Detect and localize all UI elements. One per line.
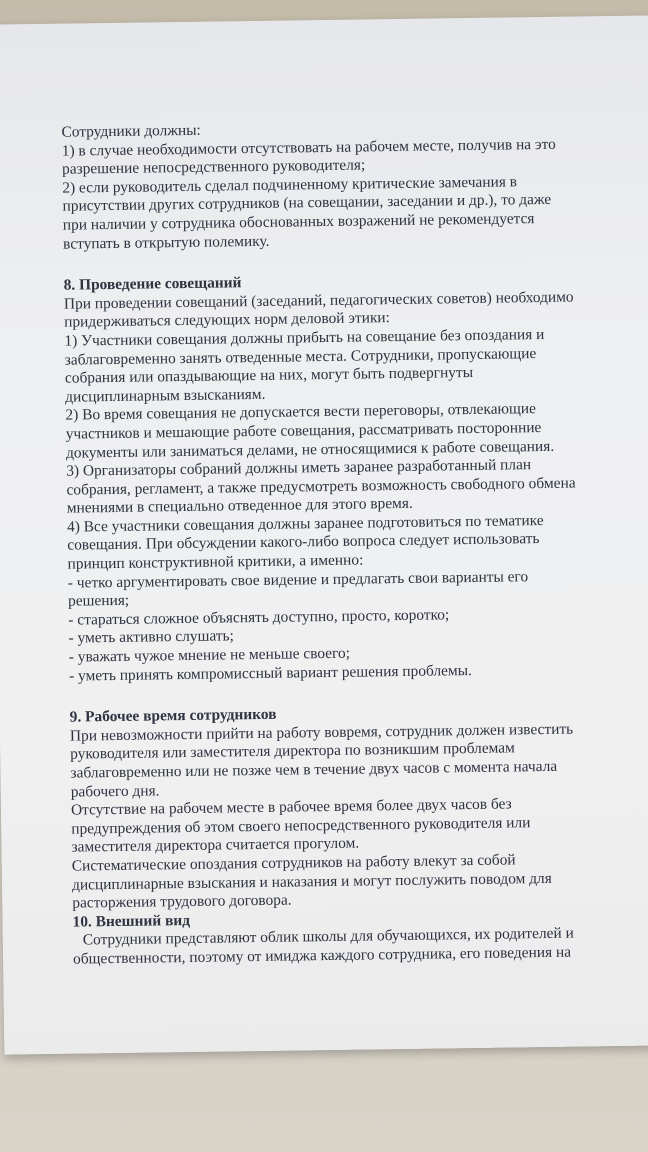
text-line: - уметь принять компромиссный вариант решения проблемы. <box>69 661 472 685</box>
text-line: вступать в открытую полемику. <box>62 232 270 253</box>
text-line: - четко аргументировать свое видение и предлагать свои варианты его <box>67 567 529 592</box>
text-line: собрания или опаздывающие на них, могут быть подвергнуты <box>64 364 474 387</box>
text-line: 3) Организаторы собраний должны иметь заранее разработанный план <box>66 456 532 480</box>
section-10-heading: 10. Внешний вид <box>72 911 191 931</box>
text-line: При проведении совещаний (заседаний, педагогических советов) необходимо <box>63 288 574 313</box>
text-line: 4) Все участники совещания должны заранее подготовиться по тематике <box>66 511 544 536</box>
text-line: разрешение непосредственного руководителя; <box>61 156 366 178</box>
text-line: 2) Во время совещания не допускается вести переговоры, отвлекающие <box>65 400 537 424</box>
text-line: - стараться сложное объяснять доступно, просто, коротко; <box>68 606 450 629</box>
text-line: расторжения трудового договора. <box>72 891 292 912</box>
text-line: заблаговременно занять отведенные места. Сотрудники, пропускающие <box>64 344 537 369</box>
text-line: Сотрудники должны: <box>61 121 201 141</box>
text-line: 1) в случае необходимости отсутствовать на рабочем месте, получив на это <box>61 135 556 160</box>
text-line: - уметь активно слушать; <box>68 627 234 648</box>
section-8 <box>64 269 645 686</box>
text-line: принцип конструктивной критики, а именно: <box>67 551 364 573</box>
document-page <box>0 15 648 1054</box>
section-8-heading: 8. Проведение совещаний <box>63 274 242 294</box>
section-9 <box>70 701 648 914</box>
text-line: При невозможности прийти на работу вовремя, сотрудник должен известить <box>69 720 574 745</box>
text-line: при наличии у сотрудника обоснованных возражений не рекомендуется <box>62 210 535 234</box>
text-line: присутствии других сотрудников (на совещании, заседании и др.), то даже <box>62 191 552 216</box>
section-10 <box>72 905 648 969</box>
intro-block <box>61 116 638 254</box>
text-line: мнениями в специально отведенное для этого время. <box>66 495 413 517</box>
text-line: руководителя или заместителя директора по возникшим проблемам <box>70 739 515 764</box>
text-line: Систематические опоздания сотрудников на работу влекут за собой <box>71 851 516 875</box>
text-line: дисциплинарным взысканиям. <box>65 385 266 406</box>
text-line: дисциплинарные взыскания и наказания и могут послужить поводом для <box>71 869 552 894</box>
text-line: 1) Участники совещания должны прибыть на совещание без опоздания и <box>64 325 545 350</box>
text-line: 2) если руководитель сделал подчиненному критические замечания в <box>62 173 518 197</box>
text-line: документы или заниматься делами, не относящимися к работе совещания. <box>65 437 555 462</box>
text-line: заблаговременно или не позже чем в течение двух часов с момента начала <box>70 757 558 782</box>
text-line: решения; <box>67 592 130 610</box>
text-line: Сотрудники представляют облик школы для обучающихся, их родителей и <box>82 924 574 949</box>
text-line: рабочего дня. <box>70 781 160 801</box>
text-line: совещания. При обсуждении какого-либо вопроса следует использовать <box>67 530 540 555</box>
text-line: - уважать чужое мнение не меньше своего; <box>68 644 351 666</box>
text-line: собрания, регламент, а также предусмотреть возможность свободного обмена <box>66 474 576 499</box>
text-line: участников и мешающие работе совещания, рассматривать посторонние <box>65 418 542 443</box>
text-line: заместителя директора считается прогулом. <box>71 834 360 856</box>
text-line: предупреждения об этом своего непосредственного руководителя или <box>71 813 531 838</box>
document-body <box>61 116 648 969</box>
text-line: общественности, поэтому от имиджа каждого сотрудника, его поведения на <box>72 943 572 968</box>
text-line: придерживаться следующих норм деловой этики: <box>64 309 391 332</box>
section-9-heading: 9. Рабочее время сотрудников <box>69 705 277 726</box>
text-line: Отсутствие на рабочем месте в рабочее время более двух часов без <box>70 795 512 819</box>
